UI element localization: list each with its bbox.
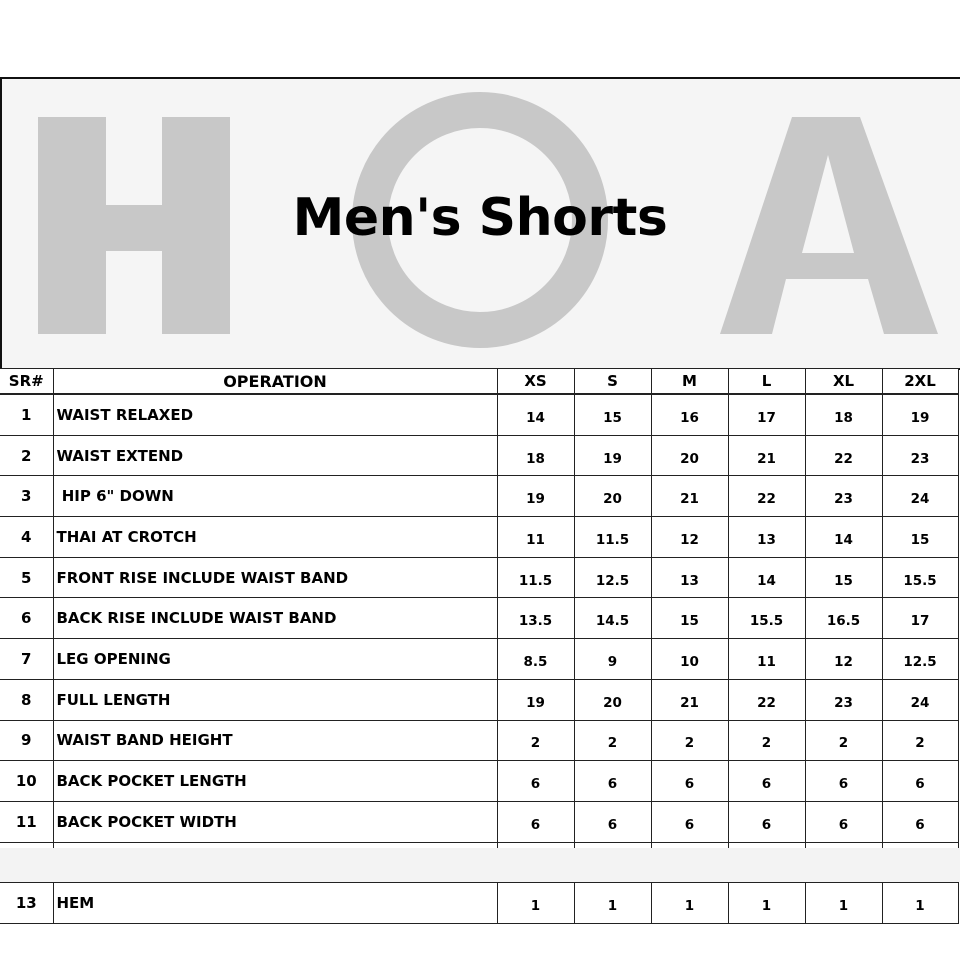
cell-size-s: 6 bbox=[574, 761, 651, 802]
row-sr-number: 10 bbox=[0, 761, 53, 802]
cell-size-l: 21 bbox=[728, 435, 805, 476]
header-size-xl: XL bbox=[805, 369, 882, 395]
cell-size-xl: 18 bbox=[805, 394, 882, 435]
cell-size-l: 15.5 bbox=[728, 598, 805, 639]
cell-size-2xl: 15 bbox=[882, 517, 958, 558]
cell-size-l: 11 bbox=[728, 639, 805, 680]
cell-size-l: 22 bbox=[728, 476, 805, 517]
row-operation: HEM bbox=[53, 883, 497, 924]
table-row bbox=[0, 883, 958, 924]
cell-size-xs: 18 bbox=[497, 435, 574, 476]
table-row bbox=[0, 679, 958, 720]
header-sr: SR# bbox=[0, 369, 53, 395]
row-sr-number: 13 bbox=[0, 883, 53, 924]
cell-size-m: 13 bbox=[651, 557, 728, 598]
cell-size-s: 15 bbox=[574, 394, 651, 435]
cell-size-xl: 14 bbox=[805, 517, 882, 558]
cell-size-l: 1 bbox=[728, 883, 805, 924]
cell-size-xs: 2 bbox=[497, 720, 574, 761]
row-operation: BACK RISE INCLUDE WAIST BAND bbox=[53, 598, 497, 639]
row-operation: WAIST EXTEND bbox=[53, 435, 497, 476]
cell-size-2xl: 15.5 bbox=[882, 557, 958, 598]
cell-size-2xl: 6 bbox=[882, 801, 958, 842]
cell-size-2xl: 17 bbox=[882, 598, 958, 639]
table-row bbox=[0, 557, 958, 598]
cell-size-m: 20 bbox=[651, 435, 728, 476]
cell-size-xl: 6 bbox=[805, 761, 882, 802]
row-sr-number: 8 bbox=[0, 679, 53, 720]
cell-size-xs: 11 bbox=[497, 517, 574, 558]
row-operation: WAIST RELAXED bbox=[53, 394, 497, 435]
cell-size-2xl: 12.5 bbox=[882, 639, 958, 680]
cell-size-xl: 23 bbox=[805, 679, 882, 720]
cell-size-xl: 12 bbox=[805, 639, 882, 680]
row-sr-number: 2 bbox=[0, 435, 53, 476]
header-size-xs: XS bbox=[497, 369, 574, 395]
row-sr-number: 3 bbox=[0, 476, 53, 517]
cell-size-2xl: 24 bbox=[882, 476, 958, 517]
row-sr-number: 9 bbox=[0, 720, 53, 761]
row-operation: HIP 6" DOWN bbox=[53, 476, 497, 517]
cell-size-2xl: 23 bbox=[882, 435, 958, 476]
table-row bbox=[0, 639, 958, 680]
cell-size-l: 6 bbox=[728, 801, 805, 842]
cell-size-xl: 22 bbox=[805, 435, 882, 476]
row-sr-number: 5 bbox=[0, 557, 53, 598]
row-operation: FRONT RISE INCLUDE WAIST BAND bbox=[53, 557, 497, 598]
cell-size-xs: 8.5 bbox=[497, 639, 574, 680]
table-row bbox=[0, 435, 958, 476]
row-sr-number: 11 bbox=[0, 801, 53, 842]
table-row bbox=[0, 761, 958, 802]
cell-size-m: 6 bbox=[651, 761, 728, 802]
header-size-2xl: 2XL bbox=[882, 369, 958, 395]
row-operation: THAI AT CROTCH bbox=[53, 517, 497, 558]
cell-size-m: 6 bbox=[651, 801, 728, 842]
cell-size-m: 10 bbox=[651, 639, 728, 680]
cell-size-l: 6 bbox=[728, 761, 805, 802]
cell-size-m: 15 bbox=[651, 598, 728, 639]
cell-size-s: 14.5 bbox=[574, 598, 651, 639]
cell-size-s: 1 bbox=[574, 883, 651, 924]
row-sr-number: 7 bbox=[0, 639, 53, 680]
cell-size-xs: 14 bbox=[497, 394, 574, 435]
row-sr-number: 4 bbox=[0, 517, 53, 558]
cell-size-l: 22 bbox=[728, 679, 805, 720]
cell-size-s: 19 bbox=[574, 435, 651, 476]
row-sr-number: 6 bbox=[0, 598, 53, 639]
cell-size-xl: 1 bbox=[805, 883, 882, 924]
cell-size-s: 12.5 bbox=[574, 557, 651, 598]
table-row bbox=[0, 476, 958, 517]
table-row bbox=[0, 801, 958, 842]
cell-size-2xl: 24 bbox=[882, 679, 958, 720]
header-operation: OPERATION bbox=[53, 369, 497, 395]
table-row bbox=[0, 720, 958, 761]
cell-size-2xl: 2 bbox=[882, 720, 958, 761]
cell-size-l: 2 bbox=[728, 720, 805, 761]
cell-size-xs: 19 bbox=[497, 679, 574, 720]
cell-size-m: 21 bbox=[651, 476, 728, 517]
header-size-s: S bbox=[574, 369, 651, 395]
cell-size-s: 9 bbox=[574, 639, 651, 680]
cell-size-xl: 6 bbox=[805, 801, 882, 842]
header-size-m: M bbox=[651, 369, 728, 395]
cell-size-xs: 13.5 bbox=[497, 598, 574, 639]
cell-size-s: 6 bbox=[574, 801, 651, 842]
cell-size-m: 12 bbox=[651, 517, 728, 558]
table-row bbox=[0, 394, 958, 435]
row-operation: LEG OPENING bbox=[53, 639, 497, 680]
cell-size-xl: 2 bbox=[805, 720, 882, 761]
cell-size-s: 20 bbox=[574, 476, 651, 517]
cell-size-xs: 11.5 bbox=[497, 557, 574, 598]
cell-size-xs: 1 bbox=[497, 883, 574, 924]
cell-size-xs: 6 bbox=[497, 761, 574, 802]
cell-size-2xl: 1 bbox=[882, 883, 958, 924]
cell-size-l: 14 bbox=[728, 557, 805, 598]
cell-size-s: 2 bbox=[574, 720, 651, 761]
bottom-strip bbox=[0, 848, 960, 882]
cell-size-2xl: 6 bbox=[882, 761, 958, 802]
row-operation: BACK POCKET WIDTH bbox=[53, 801, 497, 842]
size-chart-table bbox=[0, 368, 959, 924]
header-size-l: L bbox=[728, 369, 805, 395]
table-row bbox=[0, 598, 958, 639]
cell-size-xl: 15 bbox=[805, 557, 882, 598]
cell-size-xl: 16.5 bbox=[805, 598, 882, 639]
cell-size-m: 2 bbox=[651, 720, 728, 761]
cell-size-l: 17 bbox=[728, 394, 805, 435]
table-body bbox=[0, 394, 958, 923]
cell-size-s: 20 bbox=[574, 679, 651, 720]
cell-size-m: 16 bbox=[651, 394, 728, 435]
row-operation: WAIST BAND HEIGHT bbox=[53, 720, 497, 761]
row-operation: FULL LENGTH bbox=[53, 679, 497, 720]
table-row bbox=[0, 517, 958, 558]
row-operation: BACK POCKET LENGTH bbox=[53, 761, 497, 802]
cell-size-s: 11.5 bbox=[574, 517, 651, 558]
cell-size-xs: 19 bbox=[497, 476, 574, 517]
cell-size-m: 21 bbox=[651, 679, 728, 720]
cell-size-m: 1 bbox=[651, 883, 728, 924]
cell-size-xs: 6 bbox=[497, 801, 574, 842]
row-sr-number: 1 bbox=[0, 394, 53, 435]
cell-size-2xl: 19 bbox=[882, 394, 958, 435]
cell-size-l: 13 bbox=[728, 517, 805, 558]
table-header-row bbox=[0, 369, 958, 395]
page-title: Men's Shorts bbox=[292, 188, 668, 248]
cell-size-xl: 23 bbox=[805, 476, 882, 517]
